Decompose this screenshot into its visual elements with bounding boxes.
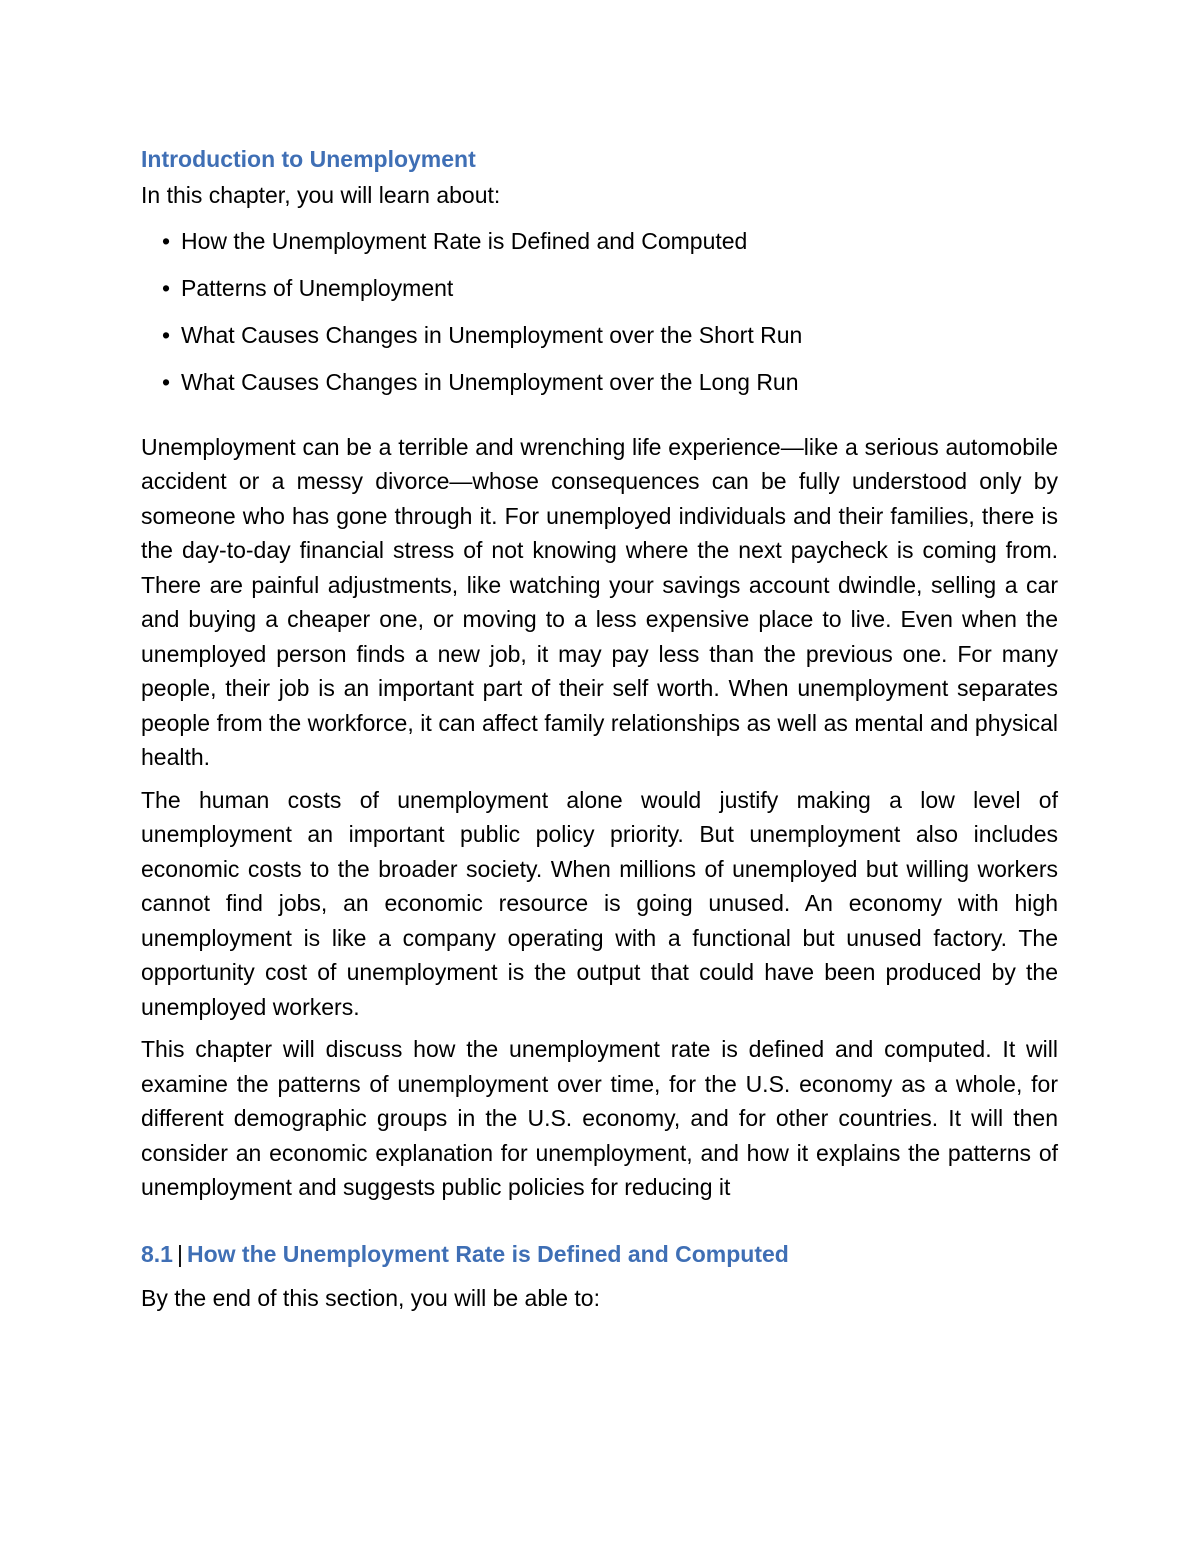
outcomes-lead: By the end of this section, you will be able to: [141, 1284, 600, 1311]
topic-list [141, 224, 1058, 412]
topic-text: Patterns of Unemployment [181, 274, 454, 301]
intro-lead: In this chapter, you will learn about: [141, 182, 501, 208]
list-item [162, 224, 1058, 271]
bullet-icon: • [162, 227, 171, 254]
paragraph-chapter-overview: This chapter will discuss how the unemployment rate is defined and computed. It will examine the patterns of unemployment over time, for the U.S. economy as a whole, for different demographic groups in the U.S. economy, and for other countries. It will then consider an economic explanation for unemployment, and how it explains the patterns of unemployment and suggests public policies for reducing it [141, 1036, 1058, 1200]
bullet-icon: • [162, 274, 171, 301]
intro-heading: Introduction to Unemployment [141, 146, 476, 172]
section-number: 8.1 [141, 1240, 173, 1267]
topic-text: What Causes Changes in Unemployment over the Long Run [181, 368, 799, 395]
document-page [141, 142, 1058, 1315]
section-title: How the Unemployment Rate is Defined and Computed [186, 1240, 789, 1267]
list-item [162, 318, 1058, 365]
paragraph-economic-costs: The human costs of unemployment alone would justify making a low level of unemployment an important public policy priority. But unemployment also includes economic costs to the broader society. When millions of unemployed but willing workers cannot find jobs, an economic resource is going unused. An economy with high unemployment is like a company operating with a functional but unused factory. The opportunity cost of unemployment is the output that could have been produced by the unemployed workers. [141, 786, 1058, 1020]
paragraph-human-experience: Unemployment can be a terrible and wrenching life experience—like a serious automobile accident or a messy divorce—whose consequences can be fully understood only by someone who has gone through it. For unemployed individuals and their families, there is the day-to-day financial stress of not knowing where the next paycheck is coming from. There are painful adjustments, like watching your savings account dwindle, selling a car and buying a cheaper one, or moving to a less expensive place to live. Even when the unemployed person finds a new job, it may pay less than the previous one. For many people, their job is an important part of their self worth. When unemployment separates people from the workforce, it can affect family relationships as well as mental and physical health. [141, 433, 1058, 770]
topic-text: What Causes Changes in Unemployment over the Short Run [181, 321, 803, 348]
list-item [162, 271, 1058, 318]
bullet-icon: • [162, 368, 171, 395]
list-item [162, 365, 1058, 412]
section-heading [141, 1237, 1058, 1271]
bullet-icon: • [162, 321, 171, 348]
section-separator: | [176, 1240, 183, 1267]
topic-text: How the Unemployment Rate is Defined and Computed [181, 227, 748, 254]
